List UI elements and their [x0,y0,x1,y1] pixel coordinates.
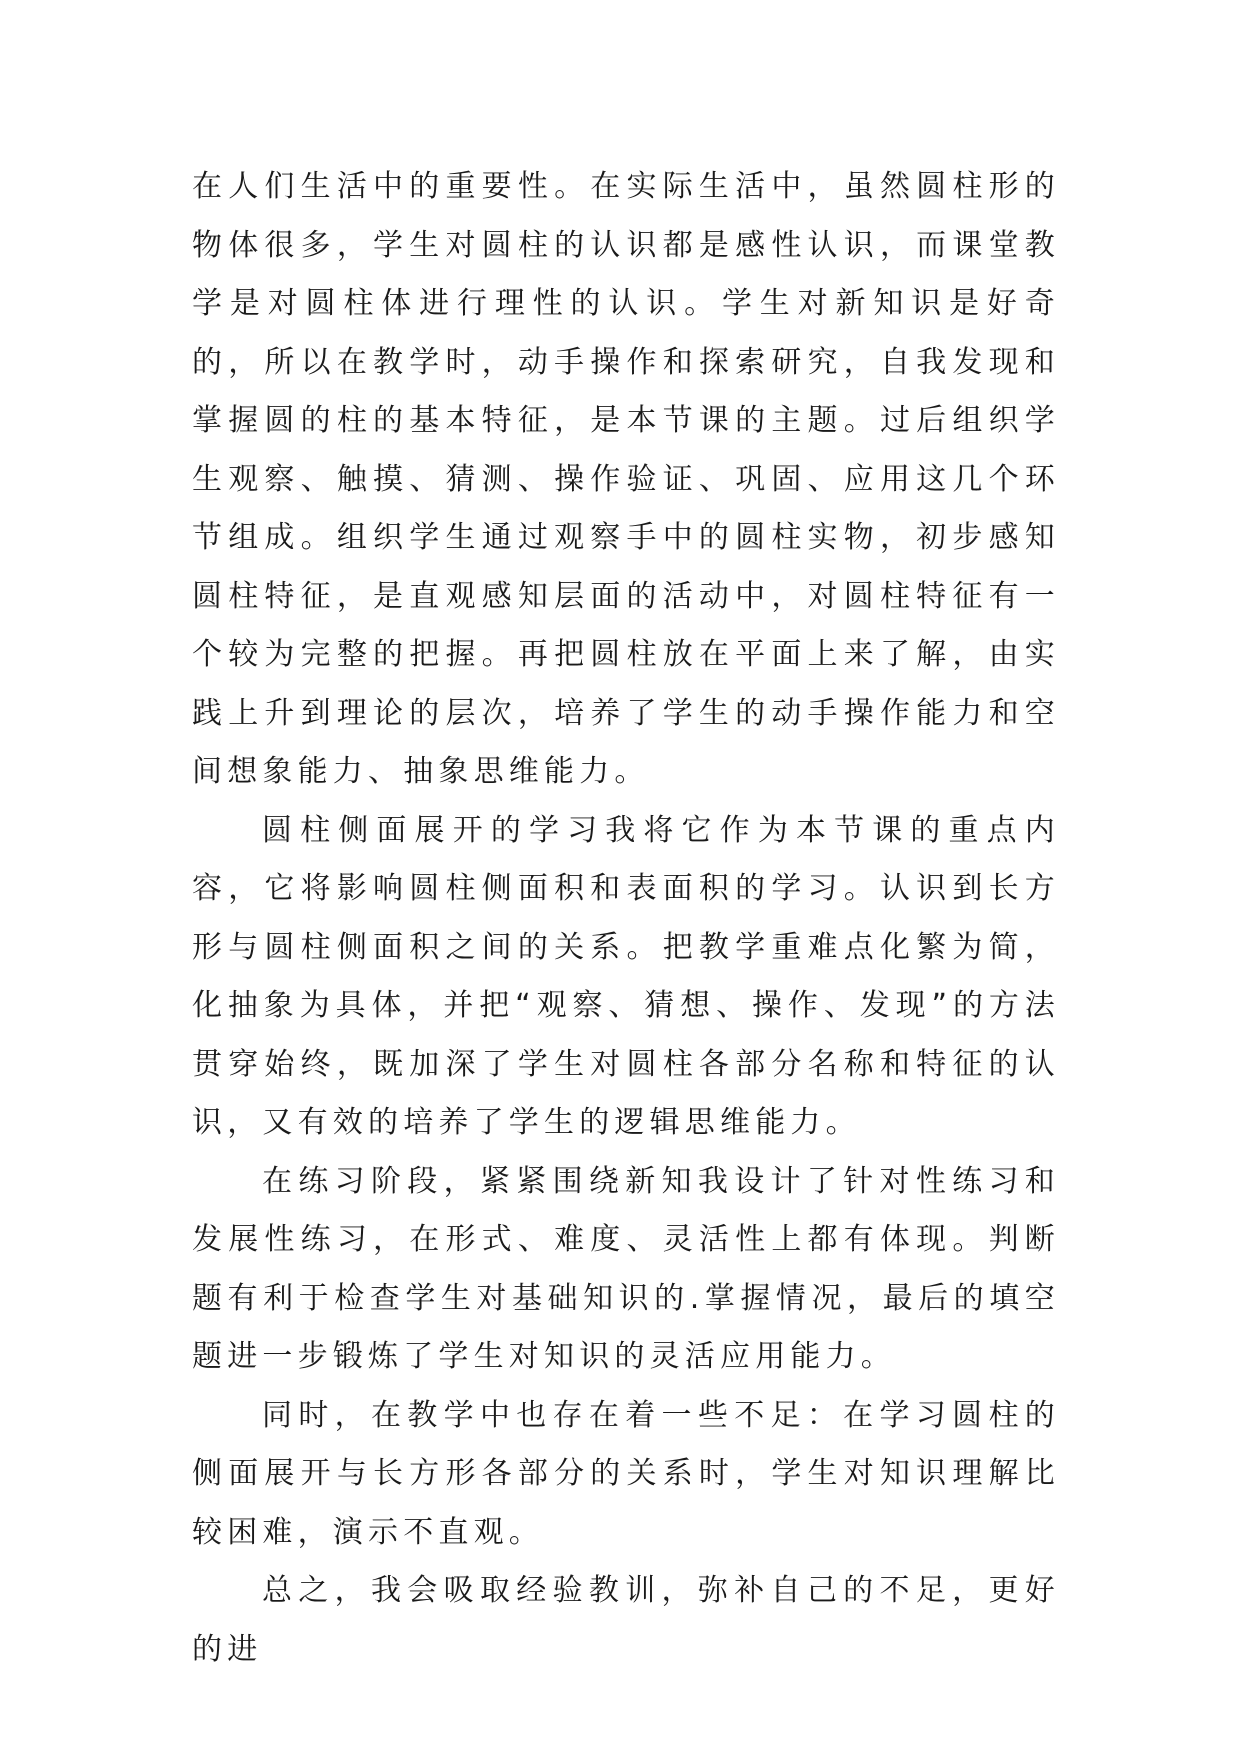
paragraph-continuation: 在人们生活中的重要性。在实际生活中，虽然圆柱形的物体很多，学生对圆柱的认识都是感性认识，而课堂教学是对圆柱体进行理性的认识。学生对新知识是好奇的，所以在教学时，动手操作和探索研究，自我发现和掌握圆的柱的基本特征，是本节课的主题。过后组织学生观察、触摸、猜测、操作验证、巩固、应用这几个环节组成。组织学生通过观察手中的圆柱实物，初步感知圆柱特征，是直观感知层面的活动中，对圆柱特征有一个较为完整的把握。再把圆柱放在平面上来了解，由实践上升到理论的层次，培养了学生的动手操作能力和空间想象能力、抽象思维能力。 [192,169,1060,789]
paragraph-conclusion: 总之，我会吸取经验教训，弥补自己的不足，更好的进 [192,1573,1060,1667]
paragraph-practice-stage: 在练习阶段，紧紧围绕新知我设计了针对性练习和发展性练习，在形式、难度、灵活性上都有体现。判断题有利于检查学生对基础知识的.掌握情况，最后的填空题进一步锻炼了学生对知识的灵活应用能力。 [192,1163,1060,1374]
paragraph-cylinder-lateral-surface: 圆柱侧面展开的学习我将它作为本节课的重点内容，它将影响圆柱侧面积和表面积的学习。认识到长方形与圆柱侧面积之间的关系。把教学重难点化繁为简，化抽象为具体，并把“观察、猜想、操作、发现”的方法贯穿始终，既加深了学生对圆柱各部分名称和特征的认识，又有效的培养了学生的逻辑思维能力。 [192,812,1060,1140]
paragraph-shortcomings: 同时，在教学中也存在着一些不足：在学习圆柱的侧面展开与长方形各部分的关系时，学生对知识理解比较困难，演示不直观。 [192,1397,1060,1550]
document-body [192,158,1060,1679]
